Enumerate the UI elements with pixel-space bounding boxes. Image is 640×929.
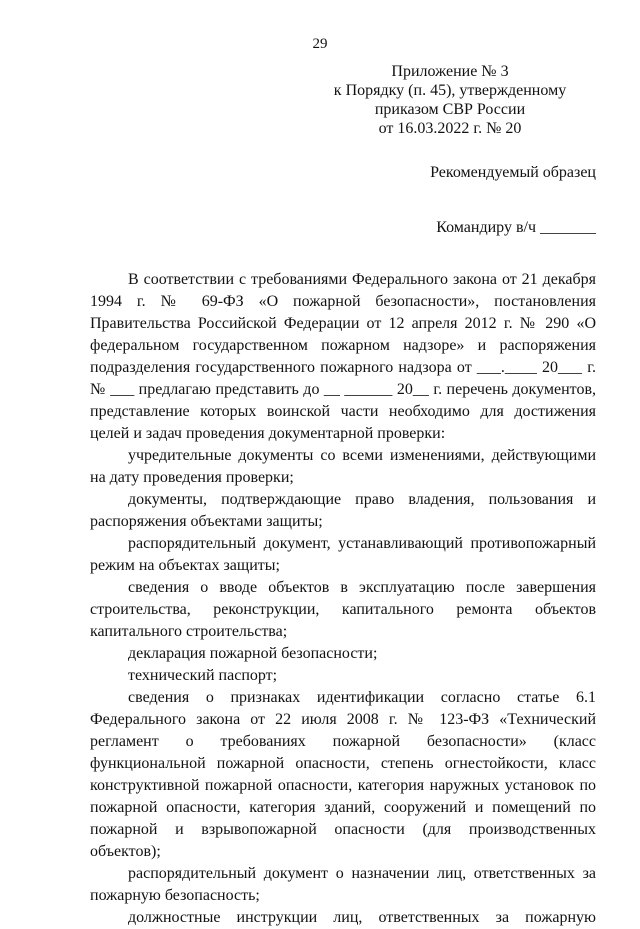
document-body — [90, 269, 596, 929]
intro-paragraph: В соответствии с требованиями Федерального закона от 21 декабря 1994 г. № 69-ФЗ «О пожарной безопасности», постановления Правительства Российской Федерации от 12 апреля 2012 г. № 290 «О федеральном государственном пожарном надзоре» и распоряжения подразделения государственного пожарного надзора от ___.____ 20___ г. № ___ предлагаю представить до __ ______ 20__ г. перечень документов, представление которых воинской части необходимо для достижения целей и задач проведения документарной проверки: — [90, 271, 596, 442]
appendix-reference: к Порядку (п. 45), утвержденному — [333, 82, 567, 99]
addressee-line: Командиру в/ч _______ — [436, 219, 596, 236]
list-item: распорядительный документ, устанавливающий противопожарный режим на объектах защиты; — [90, 535, 596, 574]
appendix-title: Приложение № 3 — [391, 63, 509, 80]
list-item: должностные инструкции лиц, ответственных за пожарную — [128, 909, 596, 926]
list-item: распорядительный документ о назначении лиц, ответственных за пожарную безопасность; — [90, 865, 596, 904]
list-item: учредительные документы со всеми изменениями, действующими на дату проведения проверки; — [90, 447, 596, 486]
appendix-order: приказом СВР России — [374, 101, 526, 118]
appendix-date: от 16.03.2022 г. № 20 — [378, 120, 522, 137]
list-item: декларация пожарной безопасности; — [128, 645, 378, 662]
list-item: технический паспорт; — [128, 667, 278, 684]
page-number: 29 — [312, 36, 328, 52]
list-item: документы, подтверждающие право владения, пользования и распоряжения объектами защиты; — [90, 491, 596, 530]
appendix-header — [330, 62, 570, 138]
sample-label: Рекомендуемый образец — [430, 164, 596, 181]
list-item: сведения о вводе объектов в эксплуатацию после завершения строительства, реконструкции, капитального ремонта объектов капитального строительства; — [90, 579, 596, 640]
list-item: сведения о признаках идентификации согласно статье 6.1 Федерального закона от 22 июля 2008 г. № 123-ФЗ «Технический регламент о требованиях пожарной безопасности» (класс функциональной пожарной опасности, степень огнестойкости, класс конструктивной пожарной опасности, категория наружных установок по пожарной опасности, категория зданий, сооружений и помещений по пожарной и взрывопожарной опасности (для производственных объектов); — [90, 689, 596, 860]
